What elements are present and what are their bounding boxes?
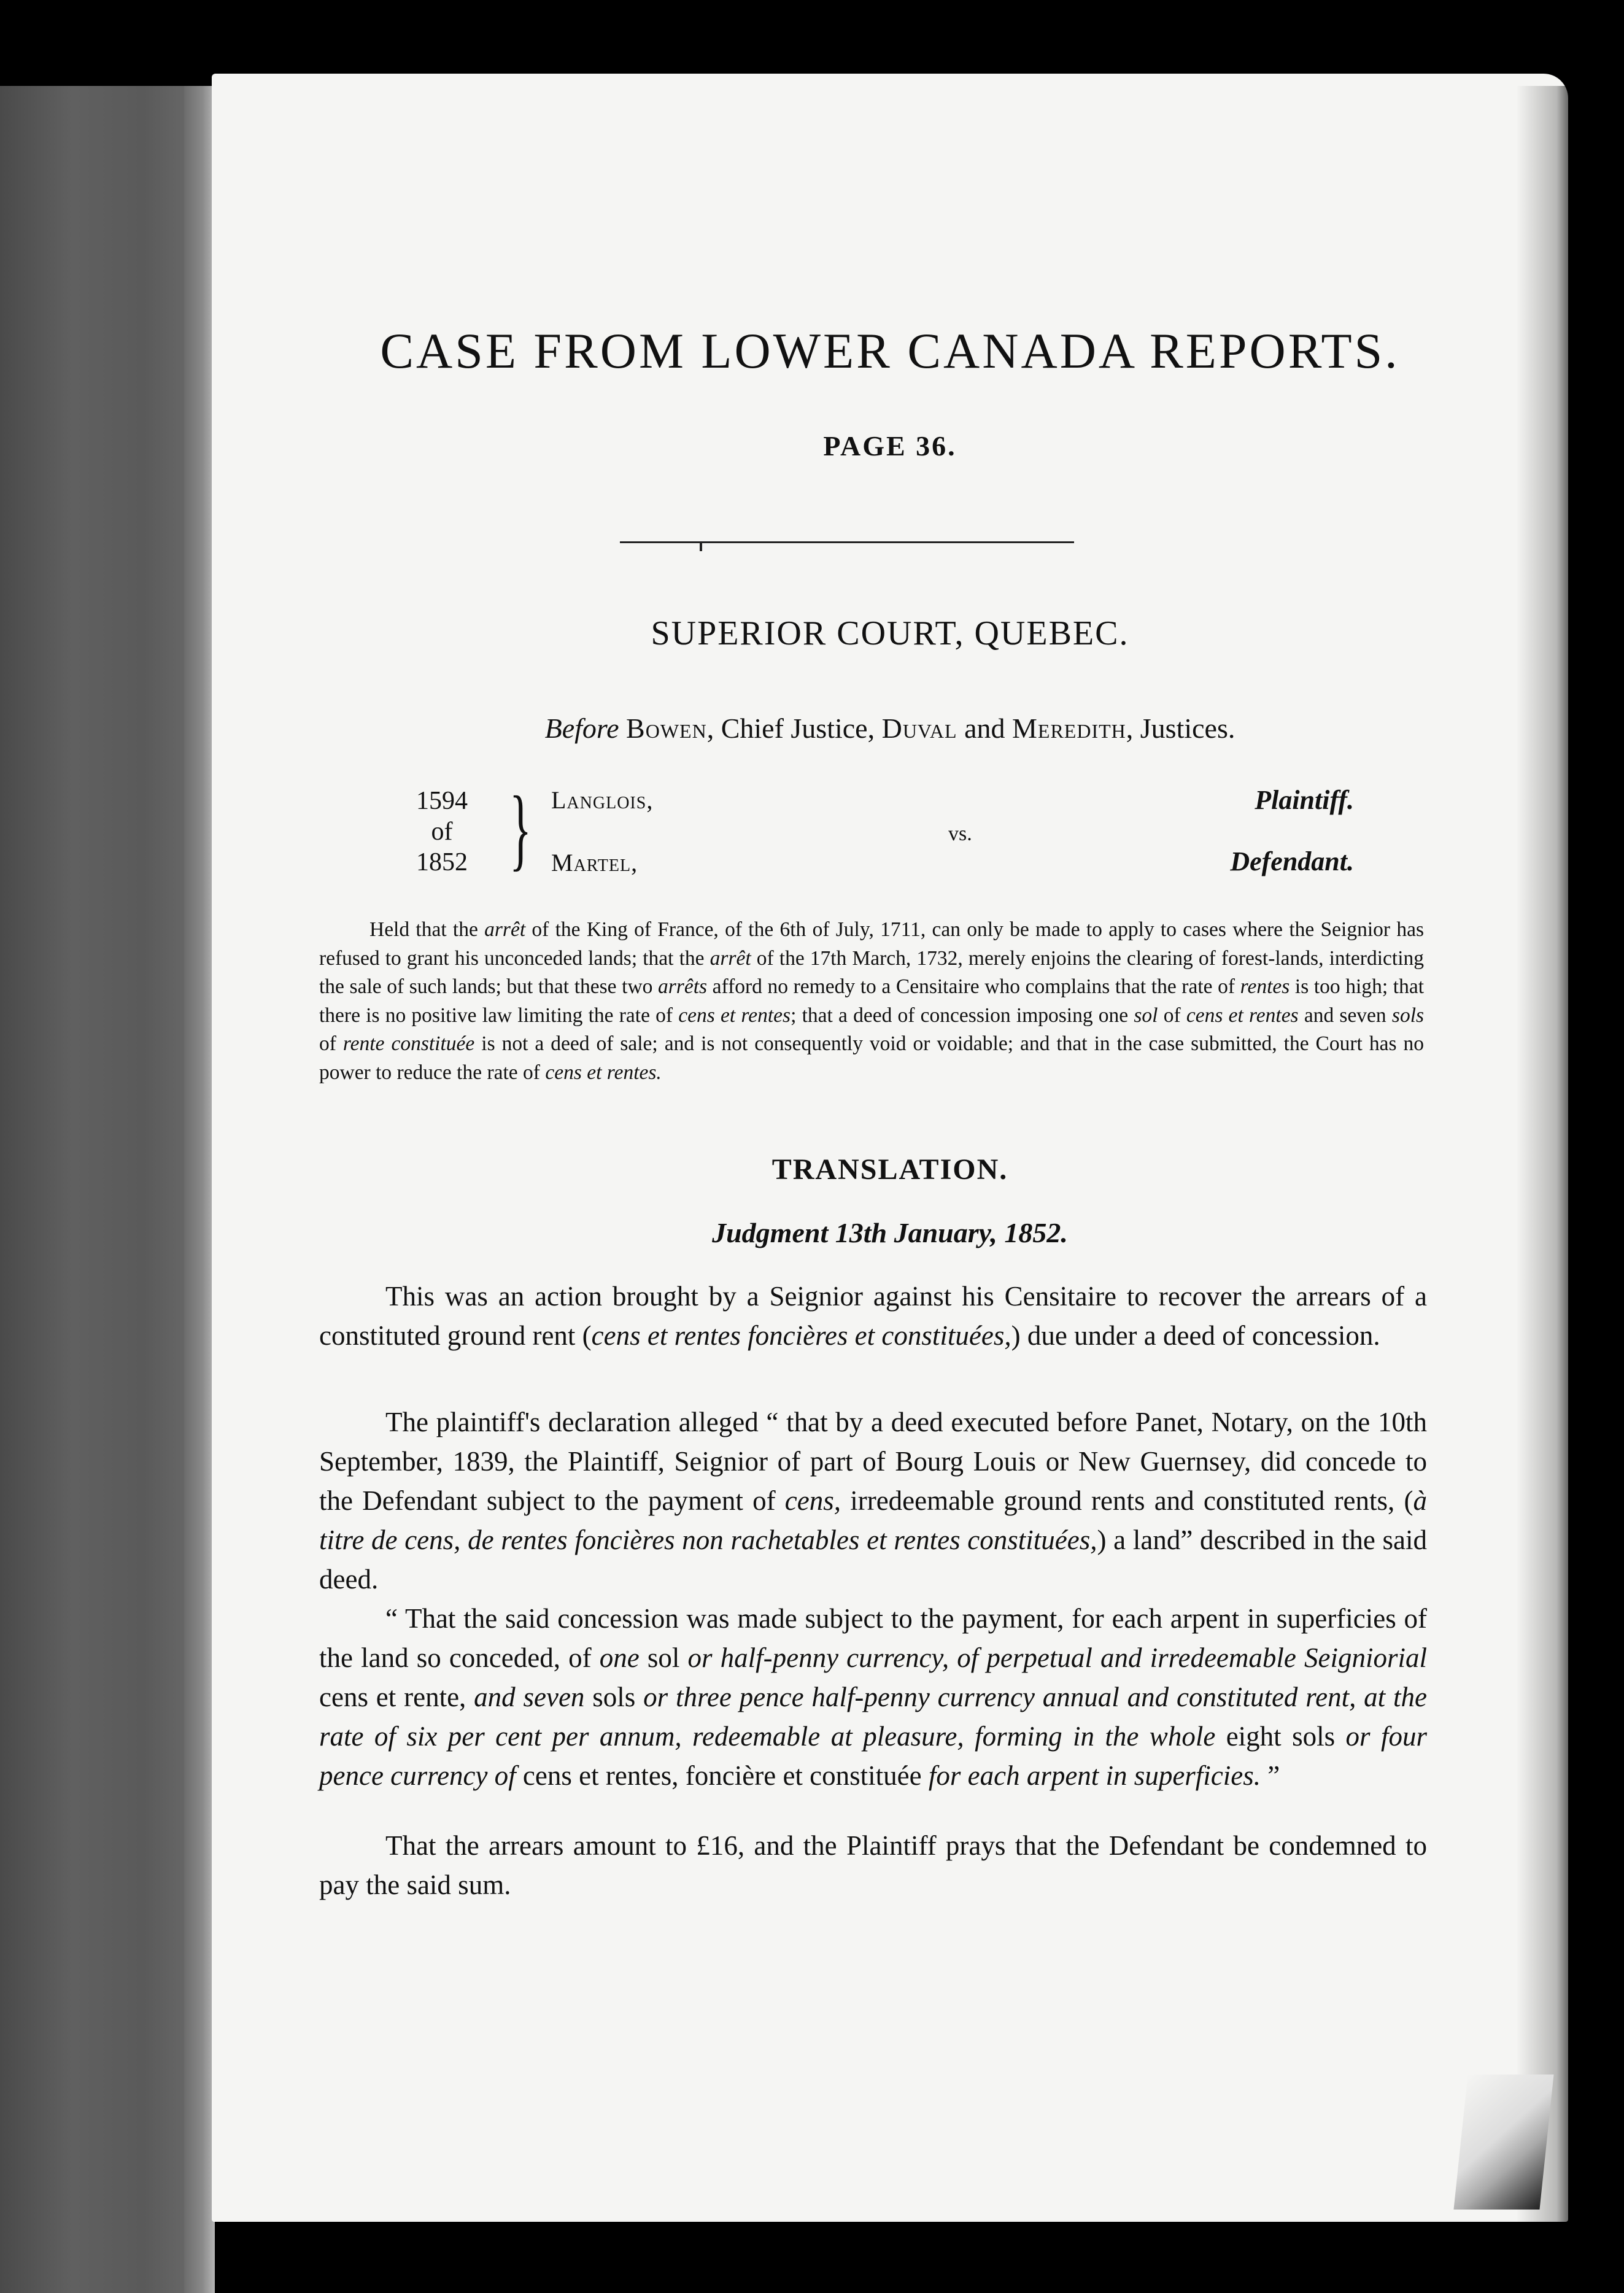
paragraph-italic: or three pence half-penny currency annual and constituted rent, at the rate of six per cent per annum, redeemable at pleasure, forming in the whole bbox=[319, 1682, 1427, 1752]
headnote-italic: rentes bbox=[1240, 975, 1290, 998]
headnote-italic: arrêt bbox=[484, 918, 526, 941]
headnote-italic: arrêts bbox=[658, 975, 708, 998]
paragraph-text: ” bbox=[1261, 1760, 1280, 1791]
paragraph-text: sols bbox=[584, 1682, 644, 1712]
headnote-text: Held that the bbox=[369, 918, 485, 941]
paragraph-text: ) due under a deed of concession. bbox=[1011, 1320, 1380, 1351]
case-number-of: of bbox=[431, 818, 453, 846]
headnote-italic: cens et rentes bbox=[678, 1003, 791, 1027]
headnote-italic: arrêt bbox=[710, 946, 751, 970]
folded-corner bbox=[1453, 2075, 1553, 2210]
chief-justice-title: , Chief Justice, bbox=[706, 713, 875, 744]
paragraph-italic: one bbox=[599, 1642, 640, 1673]
court-heading: SUPERIOR COURT, QUEBEC. bbox=[651, 614, 1129, 652]
case-brace: } bbox=[509, 778, 532, 880]
headnote-italic: sol bbox=[1134, 1003, 1158, 1027]
and-word: and bbox=[964, 713, 1005, 744]
paragraph-italic: for each arpent in superficies. bbox=[928, 1760, 1261, 1791]
paragraph-text: This was an action brought by a Seignior against his Censitaire to recover the arrears of a constituted ground rent ( bbox=[319, 1281, 1427, 1351]
paragraph-text: cens et rentes, foncière et constituée bbox=[516, 1760, 929, 1791]
paragraph-italic: cens et rentes foncières et constituées, bbox=[591, 1320, 1011, 1351]
headnote-text: is too high; that there is no positive law limiting the rate of bbox=[319, 975, 1425, 1027]
headnote-text: of the King of France, of the 6th of July, 1711, can only be made to apply to cases where the Seignior has refused to grant his unconceded lands; that the bbox=[319, 918, 1424, 970]
defendant-role: Defendant. bbox=[1230, 846, 1354, 876]
versus: vs. bbox=[948, 822, 972, 845]
headnote-text: is not a deed of sale; and is not consequently void or voidable; and that in the case submitted, the Court has no power to reduce the rate of bbox=[319, 1032, 1424, 1084]
judge-duval: Duval bbox=[881, 713, 957, 744]
justices-title: , Justices. bbox=[1126, 713, 1235, 744]
before-label: Before bbox=[544, 713, 619, 744]
paragraph-text: “ That the said concession was made subject to the payment, for each arpent in superficies of the land so conceded, of bbox=[319, 1603, 1427, 1673]
paragraph-text: The plaintiff's declaration alleged “ that by a deed executed before Panet, Notary, on the 10th September, 1839, the Plaintiff, Seignior of part of Bourg Louis or New Guernsey, did concede to the Defendant subject to the payment of bbox=[319, 1407, 1427, 1516]
book-spine bbox=[0, 86, 206, 2293]
headnote bbox=[319, 916, 1424, 1087]
paragraph-text: sol bbox=[639, 1642, 688, 1673]
paragraph-italic: à titre de cens, de rentes foncières non rachetables et rentes constituées, bbox=[319, 1485, 1427, 1555]
paragraph-italic: or four pence currency of bbox=[319, 1721, 1427, 1791]
judge-meredith: Meredith bbox=[1012, 713, 1126, 744]
headnote-text: and seven bbox=[1298, 1003, 1392, 1027]
paragraph-concession bbox=[319, 1599, 1427, 1795]
paragraph-text: irredeemable ground rents and constituted rents, ( bbox=[841, 1485, 1413, 1516]
paragraph-italic: or half-penny currency, of perpetual and irredeemable Seigniorial bbox=[687, 1642, 1428, 1673]
paragraph-italic: cens, bbox=[784, 1485, 841, 1516]
headnote-text: of bbox=[319, 1032, 343, 1055]
headnote-italic: rente constituée bbox=[342, 1032, 475, 1055]
judgment-date: Judgment 13th January, 1852. bbox=[712, 1217, 1068, 1248]
page-reference: PAGE 36. bbox=[823, 430, 957, 462]
headnote-italic: cens et rentes. bbox=[545, 1061, 662, 1084]
paragraph-arrears: That the arrears amount to £16, and the Plaintiff prays that the Defendant be condemned to pay the said sum. bbox=[319, 1830, 1427, 1900]
plaintiff-name: Langlois, bbox=[551, 786, 654, 814]
divider-tick bbox=[700, 543, 702, 551]
headnote-text: of bbox=[1158, 1003, 1186, 1027]
divider-rule bbox=[620, 541, 1074, 543]
headnote-italic: sols bbox=[1391, 1003, 1425, 1027]
bench-line bbox=[212, 712, 1568, 744]
paragraph-action bbox=[319, 1277, 1427, 1355]
translation-heading: TRANSLATION. bbox=[771, 1153, 1008, 1186]
headnote-italic: cens et rentes bbox=[1186, 1003, 1299, 1027]
headnote-text: ; that a deed of concession imposing one bbox=[791, 1003, 1134, 1027]
headnote-text: of the 17th March, 1732, merely enjoins the clearing of forest-lands, interdicting the sale of such lands; but that these two bbox=[319, 946, 1424, 998]
paragraph-italic: and seven bbox=[474, 1682, 585, 1712]
paragraph-declaration bbox=[319, 1402, 1427, 1599]
defendant-name: Martel, bbox=[551, 849, 638, 876]
paragraph-text: ) a land” described in the said deed. bbox=[319, 1525, 1427, 1595]
case-year: 1852 bbox=[416, 848, 468, 876]
plaintiff-role: Plaintiff. bbox=[1255, 785, 1354, 815]
judge-bowen: Bowen bbox=[626, 713, 707, 744]
paragraph-text: cens et rente, bbox=[319, 1682, 474, 1712]
case-number: 1594 bbox=[416, 787, 468, 815]
spine-edge bbox=[184, 86, 215, 2293]
document-title: CASE FROM LOWER CANADA REPORTS. bbox=[380, 323, 1400, 379]
headnote-text: afford no remedy to a Censitaire who complains that the rate of bbox=[707, 975, 1240, 998]
paragraph-text: eight sols bbox=[1215, 1721, 1346, 1752]
